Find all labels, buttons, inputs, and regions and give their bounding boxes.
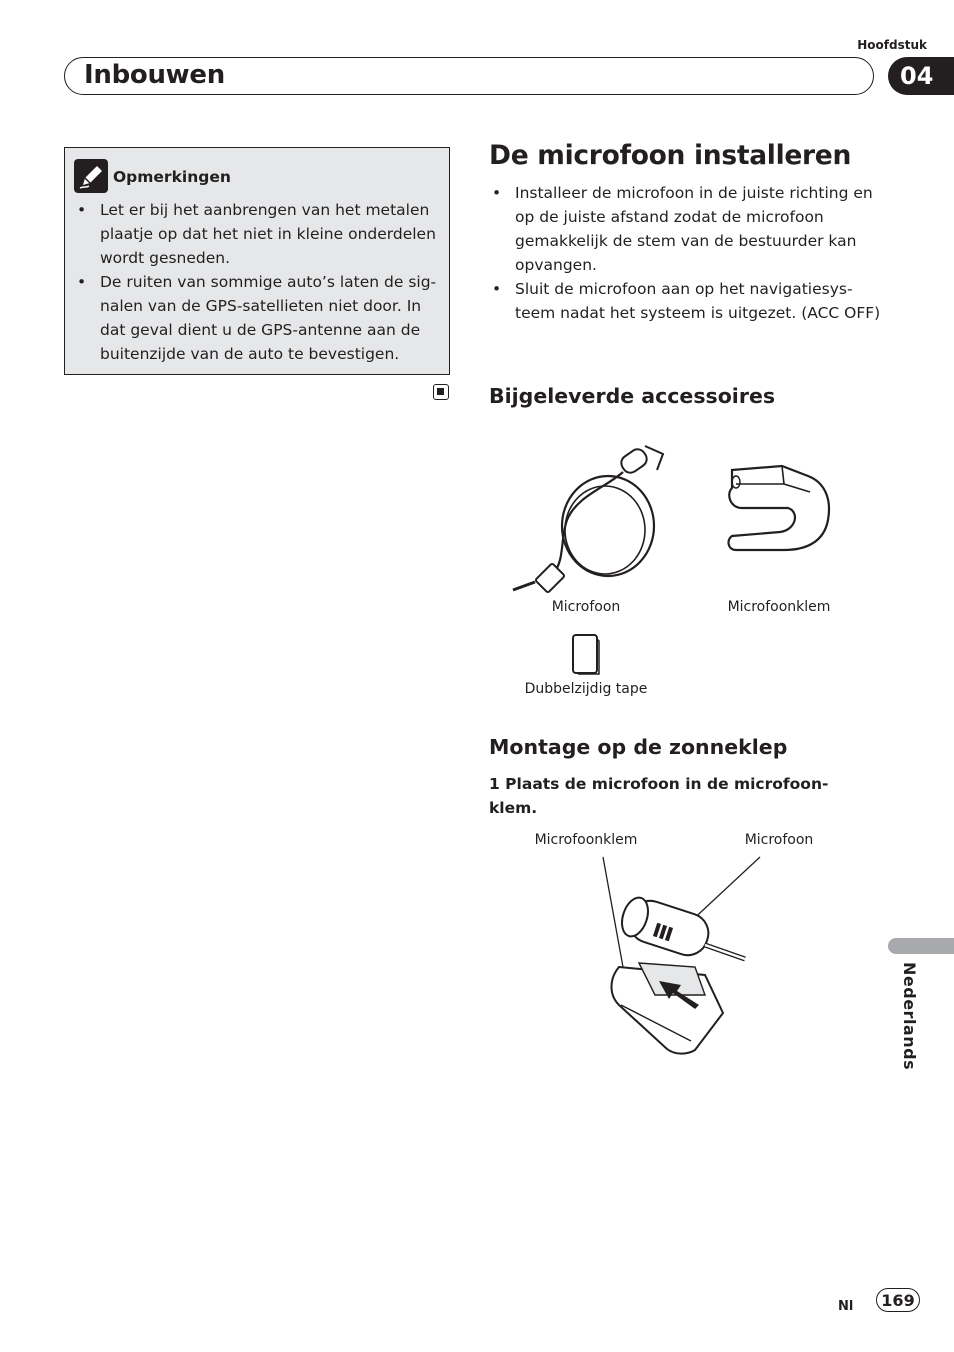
language-tab <box>888 938 954 954</box>
main-bullet-list <box>490 181 885 325</box>
mounting-title: Montage op de zonneklep <box>489 735 788 759</box>
pencil-note-icon <box>74 159 108 193</box>
section-end-icon <box>433 384 449 400</box>
notes-title: Opmerkingen <box>113 168 231 186</box>
page-number: 169 <box>876 1288 920 1312</box>
microphone-clip-illustration <box>722 462 837 557</box>
mounting-diagram-illustration <box>595 855 765 1060</box>
double-sided-tape-illustration <box>570 632 602 676</box>
diagram-label-clip: Microfoonklem <box>534 832 638 848</box>
main-bullet-item: • Installeer de microfoon in de juiste richting en op de juiste afstand zodat de microfoon gemakkelijk de stem van de bestuurder kan opvangen. <box>490 181 885 277</box>
accessory-caption-tape: Dubbelzijdig tape <box>524 681 648 697</box>
accessory-caption-microfoon: Microfoon <box>551 599 621 615</box>
chapter-label: Hoofdstuk <box>857 38 927 52</box>
chapter-number-badge: 04 <box>888 57 954 95</box>
section-title: Inbouwen <box>84 60 225 90</box>
notes-list <box>75 198 441 366</box>
note-item: • De ruiten van sommige auto’s laten de sig-nalen van de GPS-satellieten niet door. In dat geval dient u de GPS-antenne aan de buitenzijde van de auto te bevestigen. <box>75 270 441 366</box>
language-label: Nederlands <box>900 962 919 1071</box>
microphone-illustration <box>505 440 670 595</box>
footer-language-code: Nl <box>838 1299 854 1314</box>
mounting-step: 1 Plaats de microfoon in de microfoon-klem. <box>489 775 829 817</box>
main-title: De microfoon installeren <box>489 140 852 171</box>
diagram-label-mic: Microfoon <box>744 832 814 848</box>
note-item: • Let er bij het aanbrengen van het metalen plaatje op dat het niet in kleine onderdelen wordt gesneden. <box>75 198 441 270</box>
accessory-caption-microfoonklem: Microfoonklem <box>727 599 831 615</box>
accessories-title: Bijgeleverde accessoires <box>489 384 776 408</box>
main-bullet-item: • Sluit de microfoon aan op het navigatiesys-teem nadat het systeem is uitgezet. (ACC OFF) <box>490 277 885 325</box>
